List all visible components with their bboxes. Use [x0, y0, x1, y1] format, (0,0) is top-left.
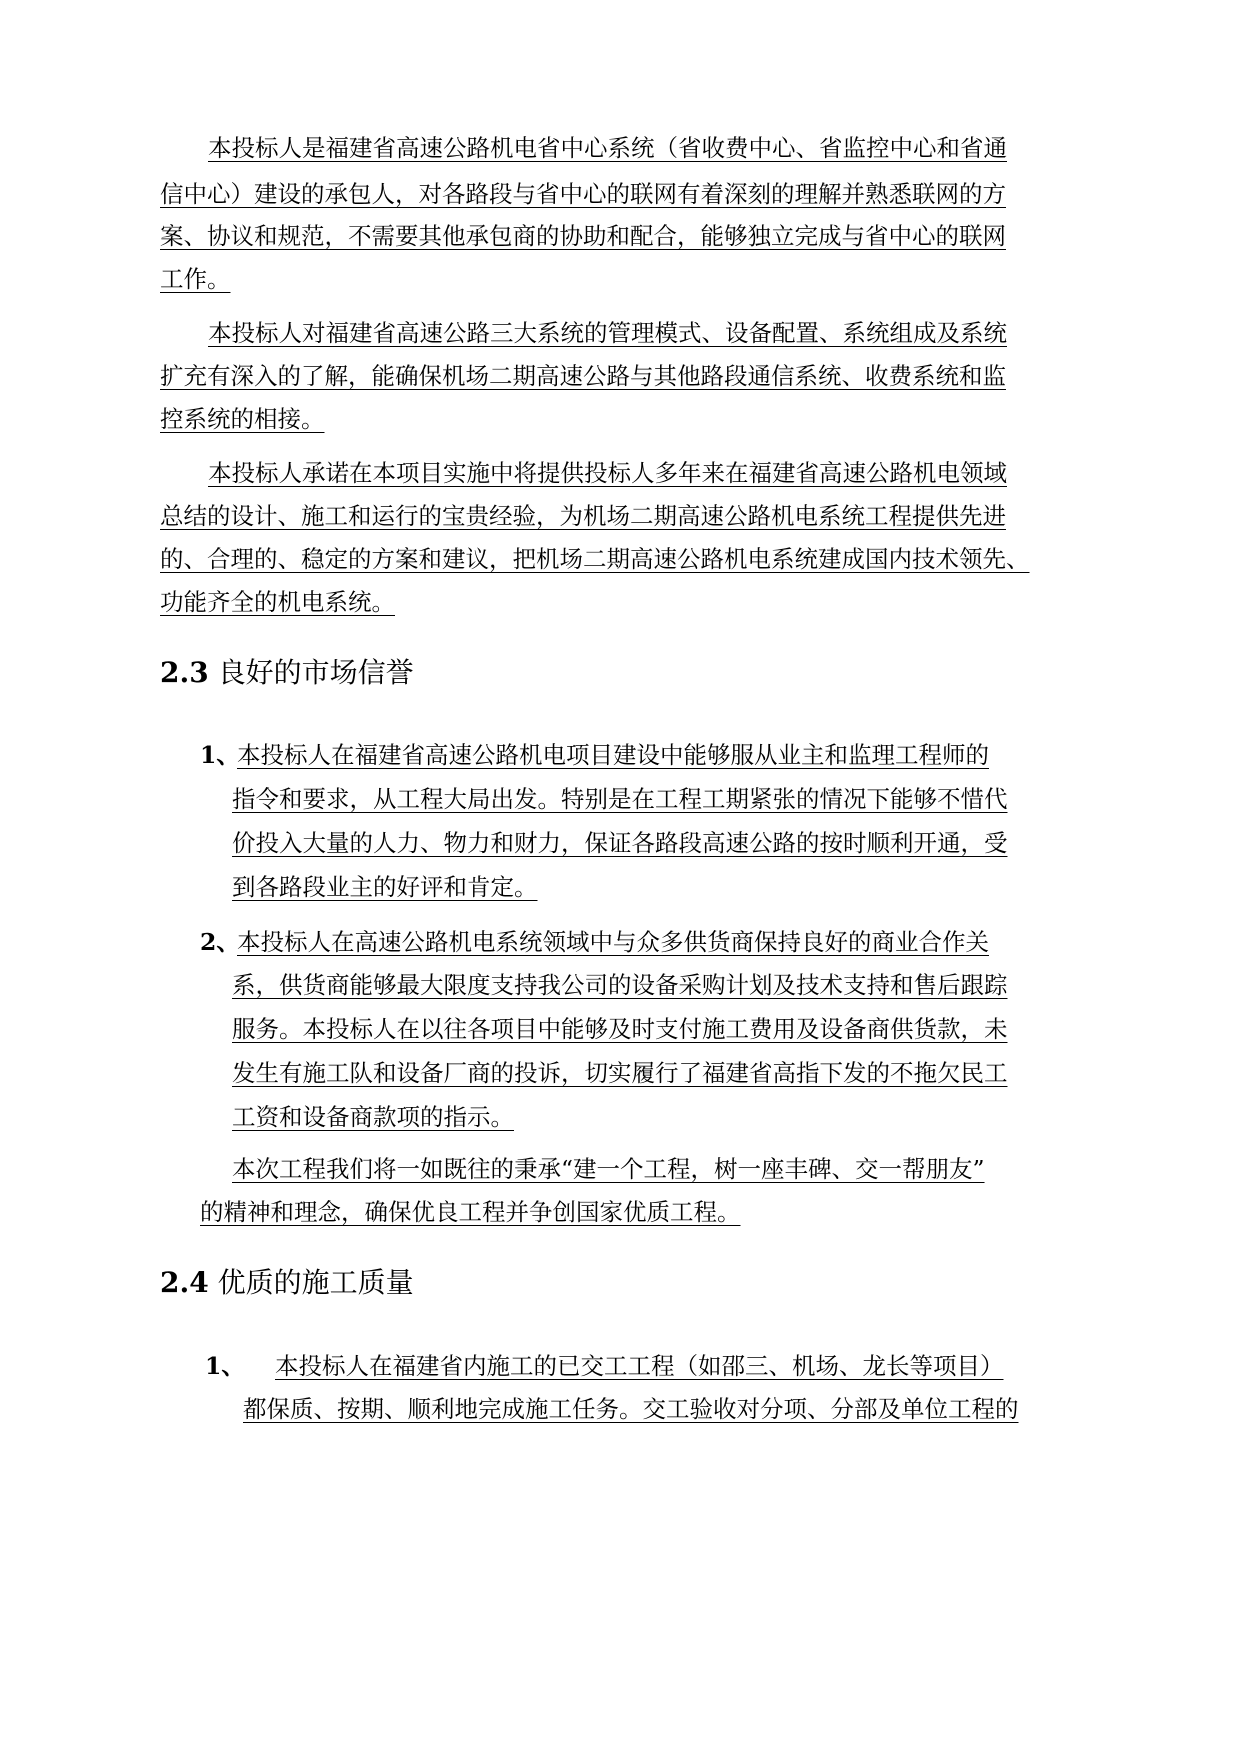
list-item-2-line-4: 发生有施工队和设备厂商的投诉，切实履行了福建省高指下发的不拖欠民工 [232, 1059, 1008, 1087]
paragraph-2-line-2: 扩充有深入的了解，能确保机场二期高速公路与其他路段通信系统、收费系统和监 [160, 362, 1006, 390]
list-item-2-line-1: 本投标人在高速公路机电系统领域中与众多供货商保持良好的商业合作关 [237, 928, 989, 956]
section-2-4-heading [160, 1265, 414, 1301]
section-2-4-title: 优质的施工质量 [217, 1266, 414, 1299]
paragraph-1-line-2: 信中心）建设的承包人，对各路段与省中心的联网有着深刻的理解并熟悉联网的方 [160, 180, 1006, 208]
list-item-1-line-3: 价投入大量的人力、物力和财力，保证各路段高速公路的按时顺利开通，受 [232, 829, 1008, 857]
section-2-3-heading [160, 655, 414, 691]
list-item-1-line-1: 本投标人在福建省高速公路机电项目建设中能够服从业主和监理工程师的 [237, 741, 989, 769]
paragraph-3-line-1: 本投标人承诺在本项目实施中将提供投标人多年来在福建省高速公路机电领域 [208, 459, 1007, 487]
paragraph-1-line-1: 本投标人是福建省高速公路机电省中心系统（省收费中心、省监控中心和省通 [208, 134, 1007, 162]
paragraph-2-line-1: 本投标人对福建省高速公路三大系统的管理模式、设备配置、系统组成及系统 [208, 319, 1007, 347]
paragraph-3-line-4: 功能齐全的机电系统。 [160, 588, 395, 616]
paragraph-3-line-3: 的、合理的、稳定的方案和建议，把机场二期高速公路机电系统建成国内技术领先、 [160, 545, 1030, 573]
list-item-1-line-4: 到各路段业主的好评和肯定。 [232, 873, 538, 901]
closing-line-1: 本次工程我们将一如既往的秉承“建一个工程，树一座丰碑、交一帮朋友” [232, 1155, 985, 1183]
section-2-3-title: 良好的市场信誉 [217, 656, 414, 689]
paragraph-3-line-2: 总结的设计、施工和运行的宝贵经验，为机场二期高速公路机电系统工程提供先进 [160, 502, 1006, 530]
list-item-1-marker: 1、 [200, 741, 240, 769]
list-item-2-marker: 2、 [200, 928, 240, 956]
list-item-1-line-2: 指令和要求，从工程大局出发。特别是在工程工期紧张的情况下能够不惜代 [232, 785, 1008, 813]
list-item-2-line-3: 服务。本投标人在以往各项目中能够及时支付施工费用及设备商供货款，未 [232, 1015, 1008, 1043]
paragraph-1-line-4: 工作。 [160, 265, 231, 293]
quality-item-1-marker: 1、 [205, 1352, 245, 1380]
paragraph-1-line-3: 案、协议和规范，不需要其他承包商的协助和配合，能够独立完成与省中心的联网 [160, 222, 1006, 250]
paragraph-2-line-3: 控系统的相接。 [160, 405, 325, 433]
quality-item-1-line-2: 都保质、按期、顺利地完成施工任务。交工验收对分项、分部及单位工程的 [243, 1395, 1019, 1423]
quality-item-1-line-1: 本投标人在福建省内施工的已交工工程（如邵三、机场、龙长等项目） [275, 1352, 1004, 1380]
list-item-2-line-2: 系，供货商能够最大限度支持我公司的设备采购计划及技术支持和售后跟踪 [232, 971, 1008, 999]
list-item-2-line-5: 工资和设备商款项的指示。 [232, 1103, 514, 1131]
section-2-3-number: 2.3 [160, 656, 209, 689]
section-2-4-number: 2.4 [160, 1266, 209, 1299]
closing-line-2: 的精神和理念，确保优良工程并争创国家优质工程。 [200, 1198, 741, 1226]
